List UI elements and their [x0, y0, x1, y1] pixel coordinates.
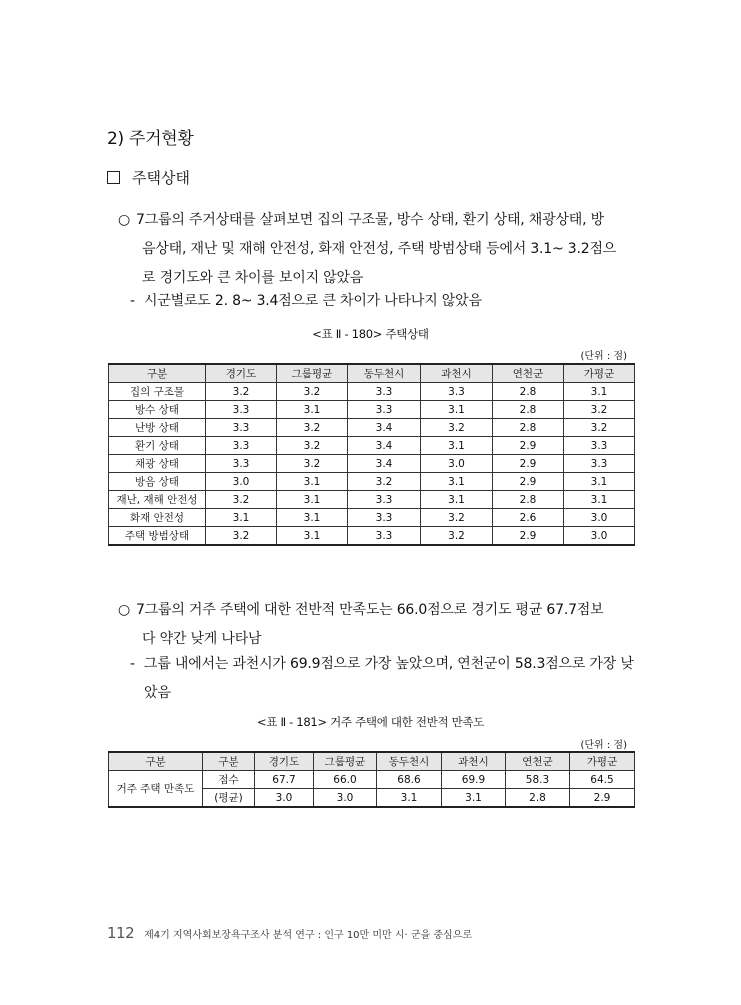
table1-header: 연천군 — [493, 364, 564, 383]
table-cell: (평균) — [203, 789, 255, 808]
table-cell: 3.4 — [348, 455, 421, 473]
table1-header: 구분 — [109, 364, 206, 383]
table-cell: 3.4 — [348, 437, 421, 455]
page-number: 112 — [107, 924, 135, 942]
table2-header-row — [109, 752, 635, 771]
paragraph-1 — [118, 206, 638, 293]
table-cell: 2.8 — [493, 491, 564, 509]
paragraph-2-sub — [130, 650, 640, 708]
table-cell: 3.3 — [348, 509, 421, 527]
table-cell: 2.9 — [493, 437, 564, 455]
table-cell: 3.0 — [206, 473, 277, 491]
table-cell: 3.0 — [564, 509, 635, 527]
table1-header: 그룹평균 — [277, 364, 348, 383]
para1-line-1: 7그룹의 주거상태를 살펴보면 집의 구조물, 방수 상태, 환기 상태, 채광상태, 방 — [136, 212, 604, 228]
table-cell: 64.5 — [570, 771, 635, 789]
table1-header: 경기도 — [206, 364, 277, 383]
table-cell: 3.1 — [277, 473, 348, 491]
dash-bullet: - — [130, 293, 135, 309]
table-housing-satisfaction — [108, 751, 635, 808]
row-label: 채광 상태 — [109, 455, 206, 473]
table-cell: 3.2 — [348, 473, 421, 491]
table-cell: 3.0 — [564, 527, 635, 546]
table-cell: 3.3 — [206, 455, 277, 473]
table-cell: 3.2 — [206, 527, 277, 546]
table-cell: 3.1 — [277, 491, 348, 509]
para2-sub-line-2: 았음 — [144, 685, 171, 701]
section-title: 2) 주거현황 — [107, 129, 194, 149]
table2-header: 동두천시 — [377, 752, 442, 771]
table1-header-row — [109, 364, 635, 383]
table-cell: 3.3 — [348, 527, 421, 546]
table2-header: 그룹평균 — [314, 752, 377, 771]
table-cell: 3.3 — [564, 437, 635, 455]
table-cell: 3.2 — [421, 509, 493, 527]
table-cell: 2.6 — [493, 509, 564, 527]
checkbox-square-icon — [107, 171, 120, 184]
table-cell: 3.2 — [421, 527, 493, 546]
row-label: 방음 상태 — [109, 473, 206, 491]
dash-bullet: - — [130, 656, 135, 672]
table-cell: 3.3 — [348, 401, 421, 419]
table2-header: 연천군 — [506, 752, 570, 771]
table-cell: 3.3 — [564, 455, 635, 473]
table-row — [109, 419, 635, 437]
table-cell: 3.2 — [277, 437, 348, 455]
table-cell: 2.9 — [493, 527, 564, 546]
table-cell: 3.1 — [564, 491, 635, 509]
table-cell: 3.3 — [348, 383, 421, 401]
table-cell: 3.0 — [421, 455, 493, 473]
table-row — [109, 509, 635, 527]
row-label: 환기 상태 — [109, 437, 206, 455]
table-cell: 2.9 — [570, 789, 635, 808]
table-cell: 3.2 — [421, 419, 493, 437]
table-cell: 3.2 — [564, 401, 635, 419]
para2-sub-line-1: 그룹 내에서는 과천시가 69.9점으로 가장 높았으며, 연천군이 58.3점으로 가장 낮 — [144, 656, 634, 672]
para1-line-3: 로 경기도와 큰 차이를 보이지 않았음 — [142, 270, 364, 286]
table-cell: 3.0 — [314, 789, 377, 808]
table-row — [109, 473, 635, 491]
table2-header: 경기도 — [255, 752, 314, 771]
row-label: 난방 상태 — [109, 419, 206, 437]
table-row — [109, 455, 635, 473]
table-cell: 2.8 — [493, 419, 564, 437]
table-cell: 66.0 — [314, 771, 377, 789]
table-row — [109, 491, 635, 509]
table-cell: 3.2 — [206, 383, 277, 401]
table2-header: 과천시 — [442, 752, 506, 771]
table-cell: 2.9 — [493, 455, 564, 473]
table-cell: 2.8 — [493, 383, 564, 401]
paragraph-1-sub — [130, 287, 640, 316]
table-cell: 3.3 — [206, 419, 277, 437]
subsection-title-text: 주택상태 — [132, 169, 190, 187]
table-cell: 3.2 — [564, 419, 635, 437]
para2-line-1: 7그룹의 거주 주택에 대한 전반적 만족도는 66.0점으로 경기도 평균 67.7점보 — [136, 602, 604, 618]
table2-header: 구분 — [203, 752, 255, 771]
table-cell: 3.1 — [421, 491, 493, 509]
table-row — [109, 383, 635, 401]
table-row — [109, 401, 635, 419]
para1-line-2: 음상태, 재난 및 재해 안전성, 화재 안전성, 주택 방범상태 등에서 3.1~ 3.2점으 — [142, 241, 617, 257]
table-cell: 3.1 — [277, 527, 348, 546]
row-label: 집의 구조물 — [109, 383, 206, 401]
row-label: 방수 상태 — [109, 401, 206, 419]
table-cell: 3.3 — [206, 401, 277, 419]
table-cell: 3.1 — [421, 473, 493, 491]
table-row — [109, 771, 635, 789]
table2-header: 구분 — [109, 752, 203, 771]
table-cell: 67.7 — [255, 771, 314, 789]
table-cell: 3.1 — [421, 401, 493, 419]
table-cell: 58.3 — [506, 771, 570, 789]
table-cell: 3.2 — [277, 455, 348, 473]
table2-header: 가평군 — [570, 752, 635, 771]
table1-header: 동두천시 — [348, 364, 421, 383]
table-cell: 2.8 — [493, 401, 564, 419]
paragraph-2 — [118, 596, 638, 654]
circle-bullet-icon: ○ — [118, 602, 131, 618]
table-housing-condition — [108, 363, 635, 546]
table-cell: 3.1 — [277, 509, 348, 527]
row-label: 화재 안전성 — [109, 509, 206, 527]
table1-caption: <표 Ⅱ - 180> 주택상태 — [312, 327, 429, 341]
table-cell: 68.6 — [377, 771, 442, 789]
table-cell: 3.3 — [348, 491, 421, 509]
table-cell: 3.1 — [564, 383, 635, 401]
table-cell: 3.3 — [421, 383, 493, 401]
table-cell: 3.1 — [206, 509, 277, 527]
table2-caption: <표 Ⅱ - 181> 거주 주택에 대한 전반적 만족도 — [256, 715, 485, 729]
para2-line-2: 다 약간 낮게 나타남 — [142, 631, 262, 647]
table-cell: 3.1 — [442, 789, 506, 808]
table-cell: 3.2 — [277, 419, 348, 437]
row-label: 재난, 재해 안전성 — [109, 491, 206, 509]
table-cell: 점수 — [203, 771, 255, 789]
table-cell: 3.2 — [206, 491, 277, 509]
page-footer — [107, 924, 472, 942]
table2-row-label: 거주 주택 만족도 — [109, 771, 203, 808]
table-cell: 2.8 — [506, 789, 570, 808]
table1-unit: (단위 : 점) — [580, 351, 627, 362]
footer-text: 제4기 지역사회보장욕구조사 분석 연구 : 인구 10만 미만 시· 군을 중심으로 — [144, 930, 473, 941]
subsection-title — [107, 167, 190, 188]
table-cell: 3.1 — [564, 473, 635, 491]
table-cell: 2.9 — [493, 473, 564, 491]
table-cell: 3.2 — [277, 383, 348, 401]
table-cell: 3.3 — [206, 437, 277, 455]
table2-unit: (단위 : 점) — [580, 740, 627, 751]
circle-bullet-icon: ○ — [118, 212, 131, 228]
table-row — [109, 437, 635, 455]
row-label: 주택 방범상태 — [109, 527, 206, 546]
table-cell: 3.1 — [421, 437, 493, 455]
table-row — [109, 527, 635, 546]
table-cell: 3.0 — [255, 789, 314, 808]
table-cell: 3.1 — [377, 789, 442, 808]
table1-header: 과천시 — [421, 364, 493, 383]
table1-header: 가평군 — [564, 364, 635, 383]
table-cell: 69.9 — [442, 771, 506, 789]
para1-sub-text: 시군별로도 2. 8~ 3.4점으로 큰 차이가 나타나지 않았음 — [144, 293, 482, 309]
table-cell: 3.4 — [348, 419, 421, 437]
table-cell: 3.1 — [277, 401, 348, 419]
